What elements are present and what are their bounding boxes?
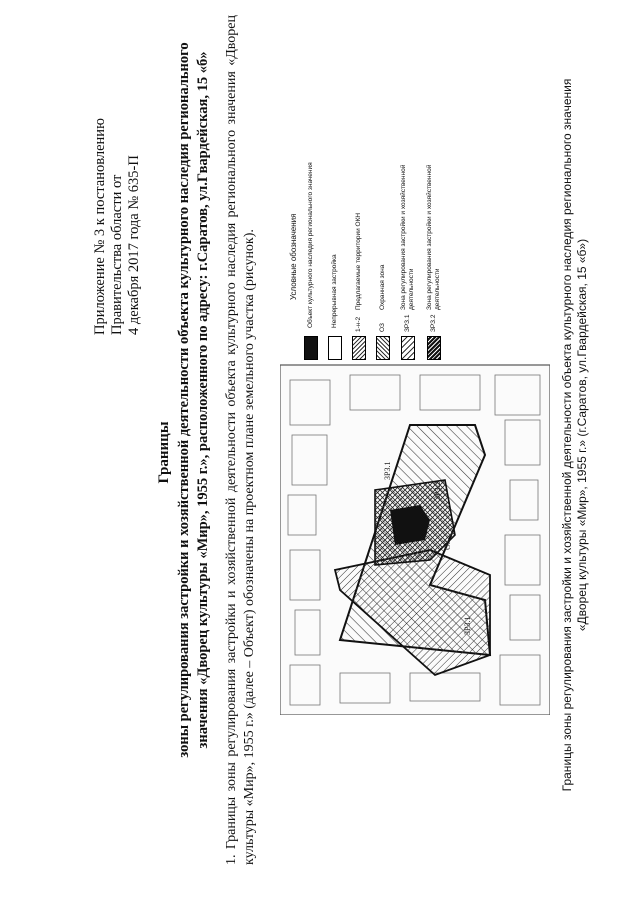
legend-item [400, 150, 416, 360]
legend-item [304, 150, 318, 360]
legend-text: Зона регулирования застройки и хозяйственной деятельности [426, 164, 441, 310]
legend-swatch-oz [376, 336, 390, 360]
appendix-line-1: Приложение № 3 к постановлению [92, 118, 108, 335]
legend-swatch-zrz2 [427, 336, 441, 360]
body-paragraph: 1. Границы зоны регулирования застройки и хозяйственной деятельности объекта культурного наследия регионального значения «Дворец культуры «Мир», 1955 г.» (далее – Объект) обозначены на проектном плане земельного участка (рисунок). [224, 15, 257, 865]
appendix-line-3: 4 декабря 2017 года № 635-П [126, 155, 142, 335]
legend-code: ЗРЗ.1 [404, 314, 411, 332]
legend-item [328, 150, 342, 360]
legend-text: Охранная зона [379, 264, 386, 310]
map-legend [290, 150, 550, 360]
map-label-l3: ЗРЗ.1 [383, 461, 392, 480]
legend-code: ЗРЗ.2 [430, 314, 437, 332]
map-label-l2: ЗРЗ.2 [433, 481, 442, 500]
legend-item [352, 150, 366, 360]
legend-title: Условные обозначения [289, 213, 298, 300]
legend-item [376, 150, 390, 360]
legend-swatch-zrz1 [401, 336, 415, 360]
legend-code: 1-н-2 [355, 316, 362, 332]
legend-item [426, 150, 442, 360]
document-subtitle [175, 5, 213, 795]
figure-caption [560, 5, 590, 865]
legend-swatch-object [304, 336, 318, 360]
map-label-l4: ОЗ [443, 540, 452, 550]
legend-text: Объект культурного наследия регионального значения [307, 162, 314, 328]
document-title: Границы [156, 421, 172, 484]
appendix-block [92, 5, 143, 335]
legend-text: Зона регулирования застройки и хозяйственной деятельности [400, 164, 415, 310]
map-label-l1: ЗРЗ.1 [463, 616, 472, 635]
legend-text: Предлагаемые территории ОКН [355, 212, 362, 310]
caption-line-2: «Дворец культуры «Мир», 1955 г.» (г.Саратов, ул.Гвардейская, 15 «б») [575, 238, 589, 632]
legend-code: ОЗ [379, 323, 386, 332]
heritage-object [390, 505, 430, 545]
legend-swatch-continuous [328, 336, 342, 360]
legend-text: Непрерывная застройка [331, 254, 338, 328]
caption-line-1: Границы зоны регулирования застройки и хозяйственной деятельности объекта культурного наследия регионального значения [560, 78, 574, 792]
legend-swatch-territory [352, 336, 366, 360]
subtitle-line-2: значения «Дворец культуры «Мир», 1955 г.», расположенного по адресу: г.Саратов, ул.Гвардейская, 15 «б» [195, 51, 211, 749]
appendix-line-2: Правительства области от [109, 174, 125, 335]
subtitle-line-1: зоны регулирования застройки и хозяйственной деятельности объекта культурного наследия регионального [176, 42, 192, 758]
